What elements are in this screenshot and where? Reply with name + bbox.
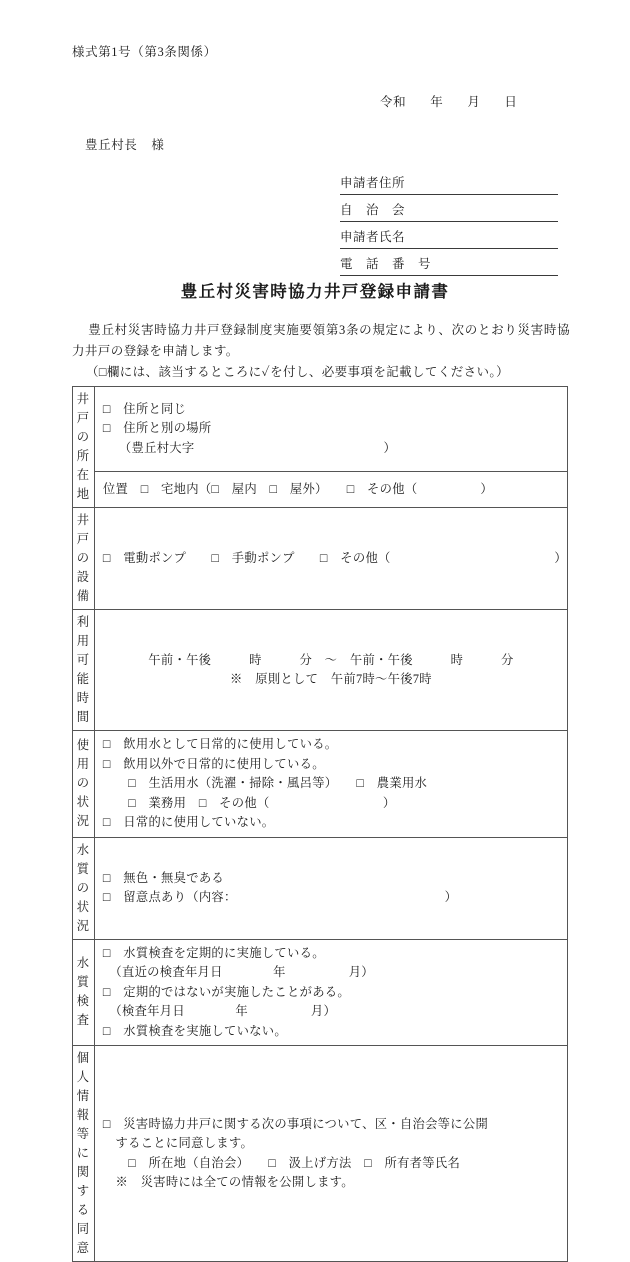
row-label-water-quality-status: 水質の状況 bbox=[73, 837, 95, 939]
row-label-available-hours: 利用可能時間 bbox=[73, 610, 95, 731]
consent-disclosure-line2: することに同意します。 bbox=[102, 1136, 254, 1150]
checkbox-option-no-inspection[interactable]: □ 水質検査を実施していない。 bbox=[102, 1023, 288, 1038]
water-inspection-options bbox=[94, 939, 567, 1046]
checkbox-option-business-other[interactable]: □ 業務用 □ その他（ ） bbox=[102, 795, 396, 810]
row-label-privacy-consent-line2: 関する同意 bbox=[76, 1165, 91, 1255]
applicant-association-field[interactable] bbox=[340, 199, 558, 222]
well-location-oaza-input[interactable]: （豊丘村大字 ） bbox=[118, 440, 397, 455]
row-label-water-inspection: 水質検査 bbox=[73, 939, 95, 1046]
well-equipment-options bbox=[94, 508, 567, 610]
instruction-note-text: （□欄には、該当するところに✓を付し、必要事項を記載してください。） bbox=[86, 365, 509, 379]
checkbox-option-colorless-odorless[interactable]: □ 無色・無臭である bbox=[102, 870, 225, 885]
form-code: 様式第1号（第3条関係） bbox=[72, 45, 217, 59]
well-registration-table bbox=[72, 386, 568, 1262]
applicant-association-label: 自 治 会 bbox=[340, 203, 406, 217]
checkbox-option-nondrinking-daily[interactable]: □ 飲用以外で日常的に使用している。 bbox=[102, 756, 325, 771]
checkbox-option-disclosure-items[interactable]: □ 所在地（自治会） □ 汲上げ方法 □ 所有者等氏名 bbox=[102, 1155, 461, 1170]
latest-inspection-date-input[interactable]: （直近の検査年月日 年 月） bbox=[102, 965, 374, 979]
checkbox-option-has-remarks[interactable]: □ 留意点あり（内容： ） bbox=[102, 890, 458, 904]
applicant-phone-label: 電 話 番 号 bbox=[340, 257, 432, 271]
well-location-options bbox=[94, 387, 567, 472]
applicant-address-label: 申請者住所 bbox=[340, 176, 406, 190]
row-label-privacy-consent-line1: 個人情報等に bbox=[76, 1051, 91, 1160]
date-era: 令和 bbox=[380, 95, 407, 109]
date-line bbox=[380, 92, 518, 110]
addressee-name: 豊丘村長 bbox=[85, 138, 138, 152]
checkbox-option-household-agricultural[interactable]: □ 生活用水（洗濯・掃除・風呂等） □ 農業用水 bbox=[102, 776, 428, 790]
checkbox-option-drinking-daily[interactable]: □ 飲用水として日常的に使用している。 bbox=[102, 737, 338, 751]
date-year-unit: 年 bbox=[430, 95, 444, 109]
page-title: 豊丘村災害時協力井戸登録申請書 bbox=[180, 282, 450, 301]
table-row bbox=[73, 939, 568, 1046]
table-row bbox=[73, 837, 568, 939]
checkbox-option-regular-inspection[interactable]: □ 水質検査を定期的に実施している。 bbox=[102, 945, 325, 960]
table-row bbox=[73, 472, 568, 508]
inspection-date-input[interactable]: （検査年月日 年 月） bbox=[102, 1004, 337, 1018]
addressee-line bbox=[85, 135, 165, 153]
row-label-well-equipment: 井戸の設備 bbox=[73, 508, 95, 610]
row-label-usage-status: 使用の状況 bbox=[73, 731, 95, 838]
usage-status-options bbox=[94, 731, 567, 838]
table-row bbox=[73, 610, 568, 731]
applicant-fields bbox=[340, 172, 558, 276]
row-label-privacy-consent bbox=[73, 1046, 95, 1262]
checkbox-option-pump-type[interactable]: □ 電動ポンプ □ 手動ポンプ □ その他（ ） bbox=[102, 550, 567, 565]
checkbox-option-irregular-inspection[interactable]: □ 定期的ではないが実施したことがある。 bbox=[102, 984, 350, 999]
row-label-well-location: 井戸の所在地 bbox=[73, 387, 95, 508]
table-row bbox=[73, 508, 568, 610]
body-paragraph-text: 豊丘村災害時協力井戸登録制度実施要領第3条の規定により、次のとおり災害時協力井戸の登録を申請します。 bbox=[72, 323, 570, 358]
checkbox-option-different-place[interactable]: □ 住所と別の場所 bbox=[102, 421, 212, 436]
privacy-consent-options bbox=[94, 1046, 567, 1262]
water-quality-status-options bbox=[94, 837, 567, 939]
available-hours-input[interactable]: 午前・午後 時 分 〜 午前・午後 時 分 bbox=[148, 652, 514, 667]
applicant-phone-field[interactable] bbox=[340, 253, 558, 276]
instruction-note bbox=[72, 362, 570, 382]
available-hours-note: ※ 原則として 午前7時〜午後7時 bbox=[230, 672, 432, 686]
available-hours-fields bbox=[94, 610, 567, 731]
applicant-address-field[interactable] bbox=[340, 172, 558, 195]
addressee-honorific: 様 bbox=[151, 138, 165, 152]
date-day-unit: 日 bbox=[504, 95, 518, 109]
checkbox-option-same-as-address[interactable]: □ 住所と同じ bbox=[102, 401, 187, 416]
applicant-name-field[interactable] bbox=[340, 226, 558, 249]
table-row bbox=[73, 387, 568, 472]
table-row bbox=[73, 731, 568, 838]
table-row bbox=[73, 1046, 568, 1262]
checkbox-option-consent-disclosure[interactable]: □ 災害時協力井戸に関する次の事項について、区・自治会等に公開 bbox=[102, 1116, 489, 1131]
privacy-consent-note: ※ 災害時には全ての情報を公開します。 bbox=[102, 1175, 354, 1189]
checkbox-option-position[interactable]: 位置 □ 宅地内（□ 屋内 □ 屋外） □ その他（ ） bbox=[102, 481, 493, 496]
checkbox-option-not-used-daily[interactable]: □ 日常的に使用していない。 bbox=[102, 815, 275, 829]
date-month-unit: 月 bbox=[467, 95, 481, 109]
body-paragraph bbox=[72, 320, 570, 362]
applicant-name-label: 申請者氏名 bbox=[340, 230, 406, 244]
well-position-options bbox=[94, 472, 567, 508]
